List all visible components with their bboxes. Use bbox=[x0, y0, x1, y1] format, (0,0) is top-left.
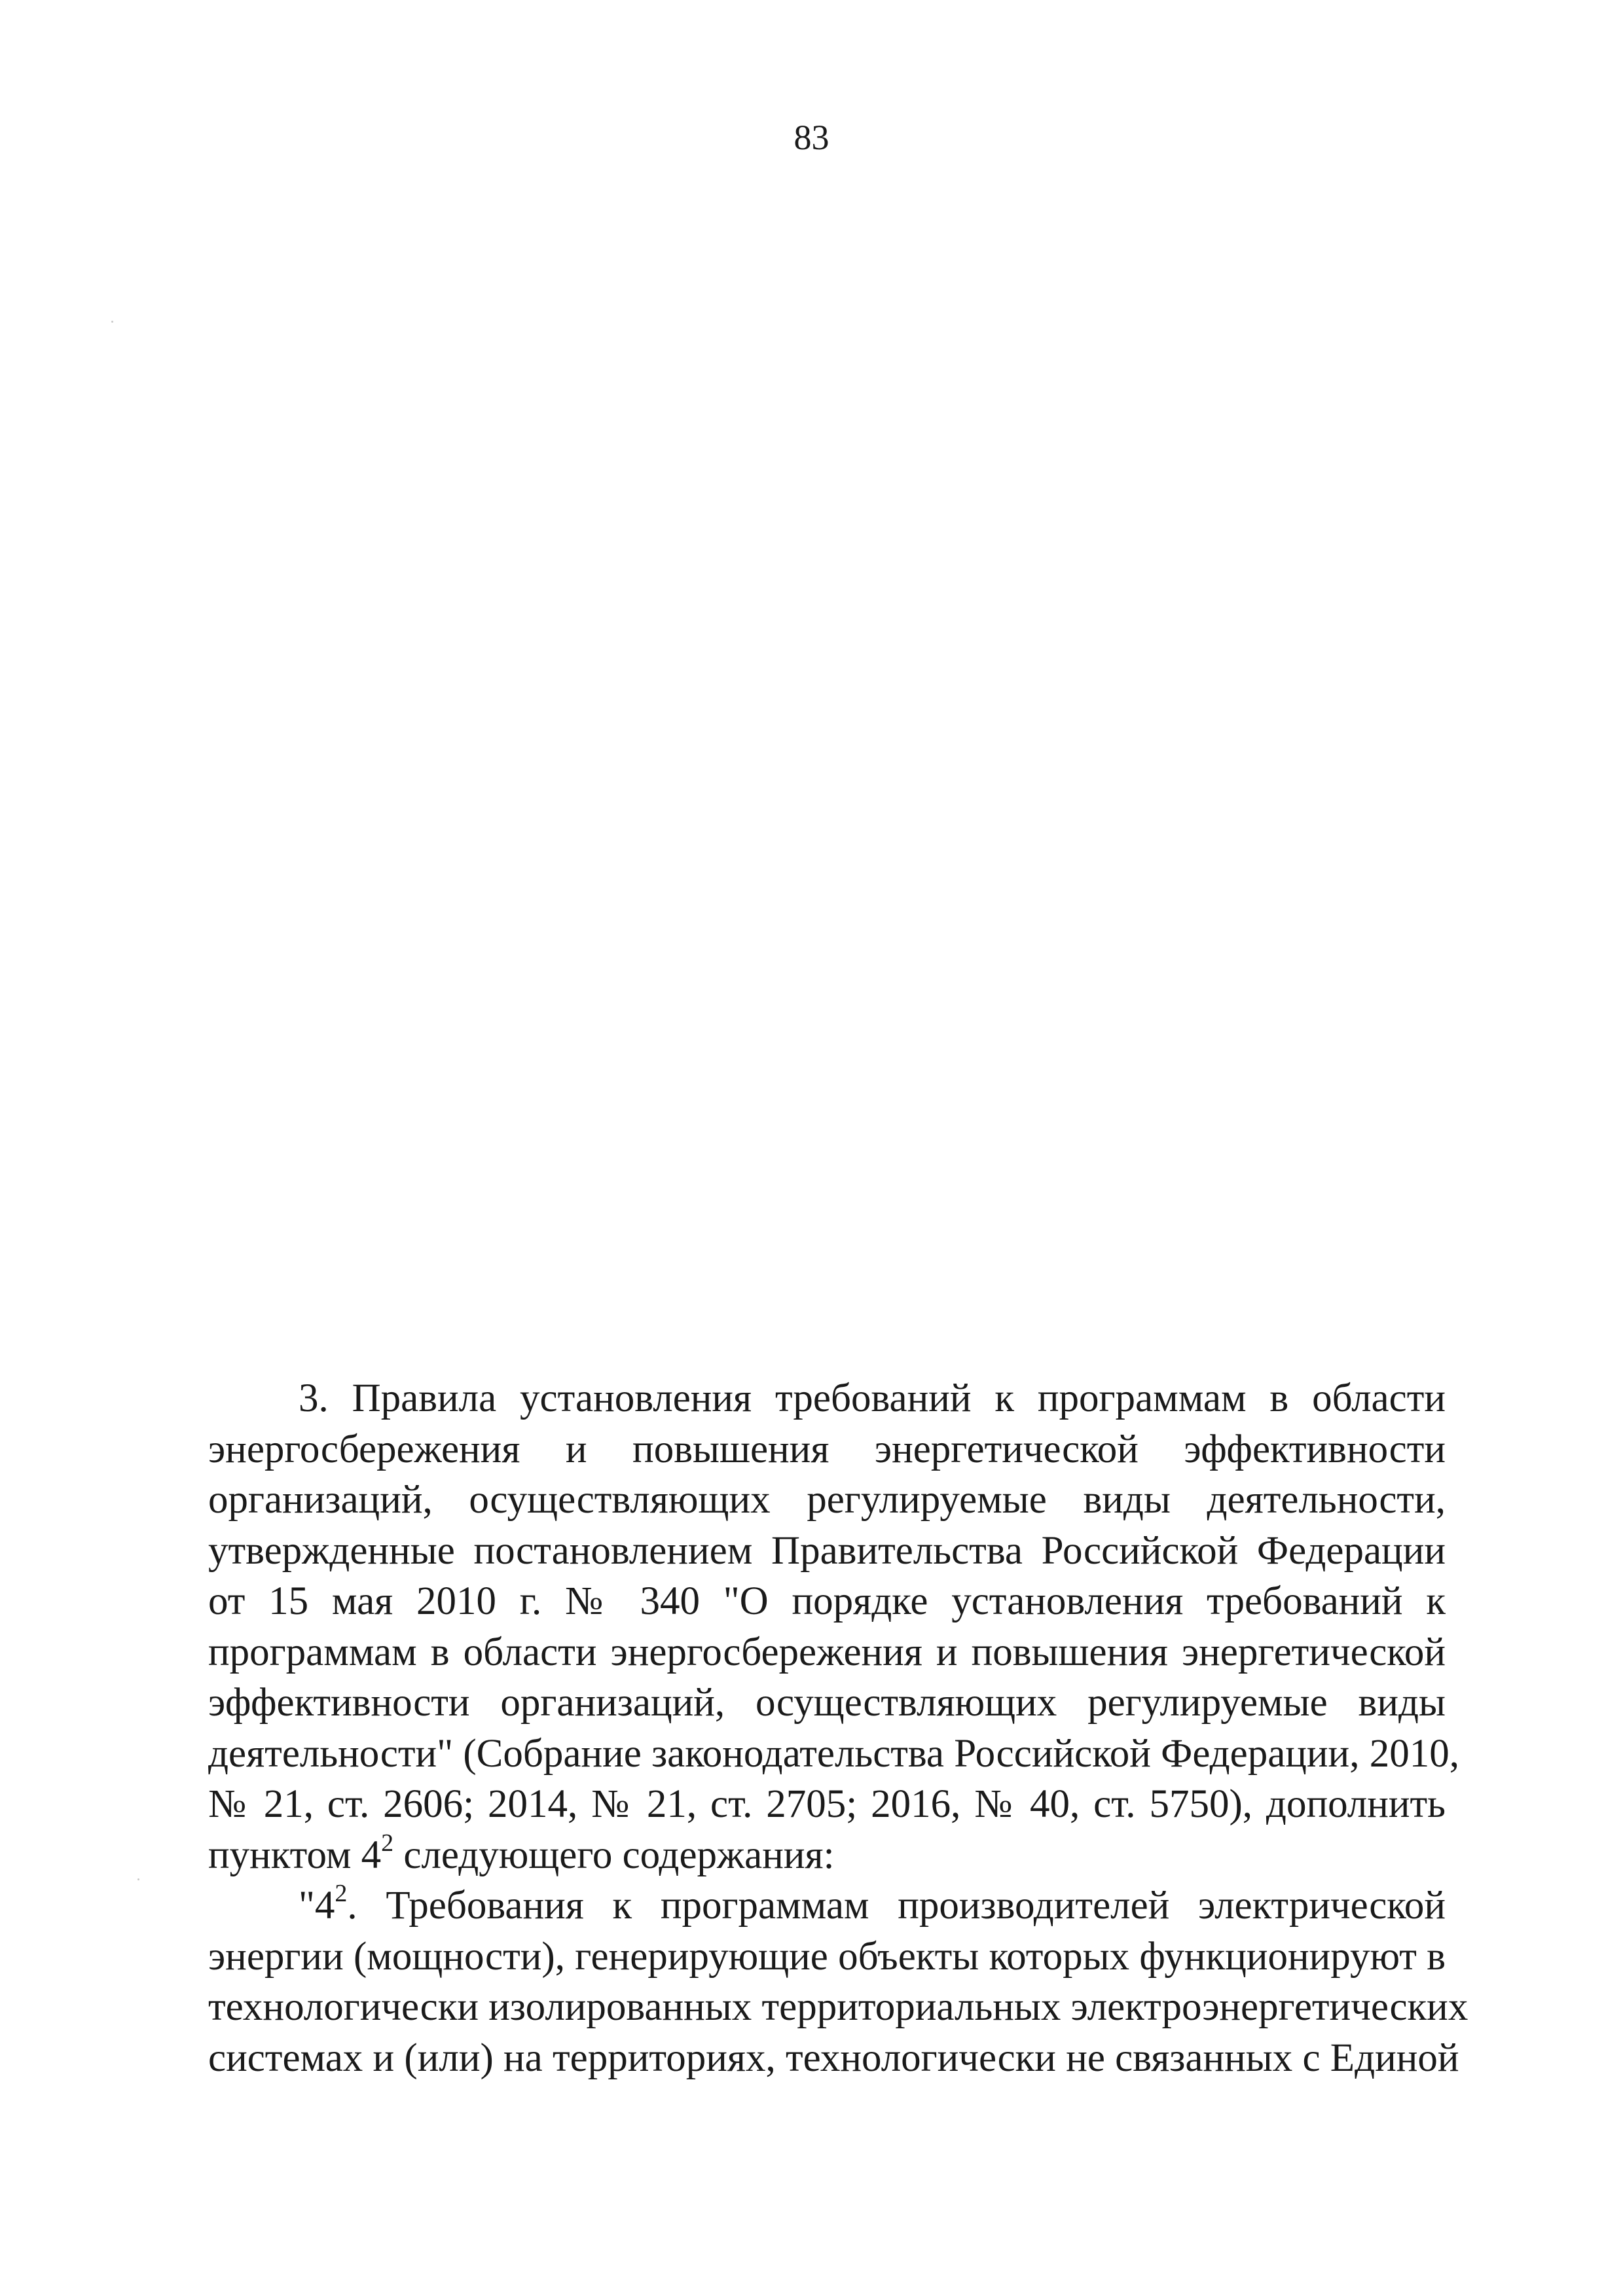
page-number: 83 bbox=[793, 118, 830, 157]
text-fragment: пунктом 4 bbox=[208, 1833, 382, 1877]
text-line: технологически изолированных территориальных электроэнергетических bbox=[208, 1985, 1468, 2029]
text-fragment: . Требования к программам производителей электрической bbox=[347, 1884, 1446, 1928]
text-line: энергосбережения и повышения энергетической эффективности bbox=[208, 1427, 1446, 1471]
text-line: от 15 мая 2010 г. № 340 "О порядке установления требований к bbox=[208, 1579, 1446, 1623]
text-line: деятельности" (Собрание законодательства Российской Федерации, 2010, bbox=[208, 1731, 1459, 1776]
scan-speck bbox=[137, 1878, 139, 1880]
text-line: 3. Правила установления требований к программам в области bbox=[299, 1376, 1446, 1420]
superscript: 2 bbox=[335, 1880, 348, 1907]
text-line: энергии (мощности), генерирующие объекты которых функционируют в bbox=[208, 1934, 1446, 1979]
text-line: программам в области энергосбережения и повышения энергетической bbox=[208, 1630, 1446, 1674]
text-line bbox=[208, 1830, 1446, 1881]
superscript: 2 bbox=[381, 1829, 394, 1857]
scan-speck bbox=[111, 321, 113, 323]
text-line: № 21, ст. 2606; 2014, № 21, ст. 2705; 2016, № 40, ст. 5750), дополнить bbox=[208, 1782, 1446, 1826]
text-line bbox=[208, 1880, 1446, 1931]
text-line: утвержденные постановлением Правительства Российской Федерации bbox=[208, 1528, 1446, 1573]
text-line: эффективности организаций, осуществляющих регулируемые виды bbox=[208, 1681, 1446, 1725]
text-fragment: следующего содержания: bbox=[393, 1833, 835, 1877]
text-fragment: "4 bbox=[299, 1884, 335, 1928]
text-line: организаций, осуществляющих регулируемые виды деятельности, bbox=[208, 1478, 1446, 1522]
document-body bbox=[208, 1373, 1468, 2083]
paragraph-amendment-3 bbox=[208, 1373, 1459, 1880]
paragraph-clause-4-2 bbox=[208, 1880, 1468, 2083]
text-line: системах и (или) на территориях, технологически не связанных с Единой bbox=[208, 2036, 1459, 2080]
